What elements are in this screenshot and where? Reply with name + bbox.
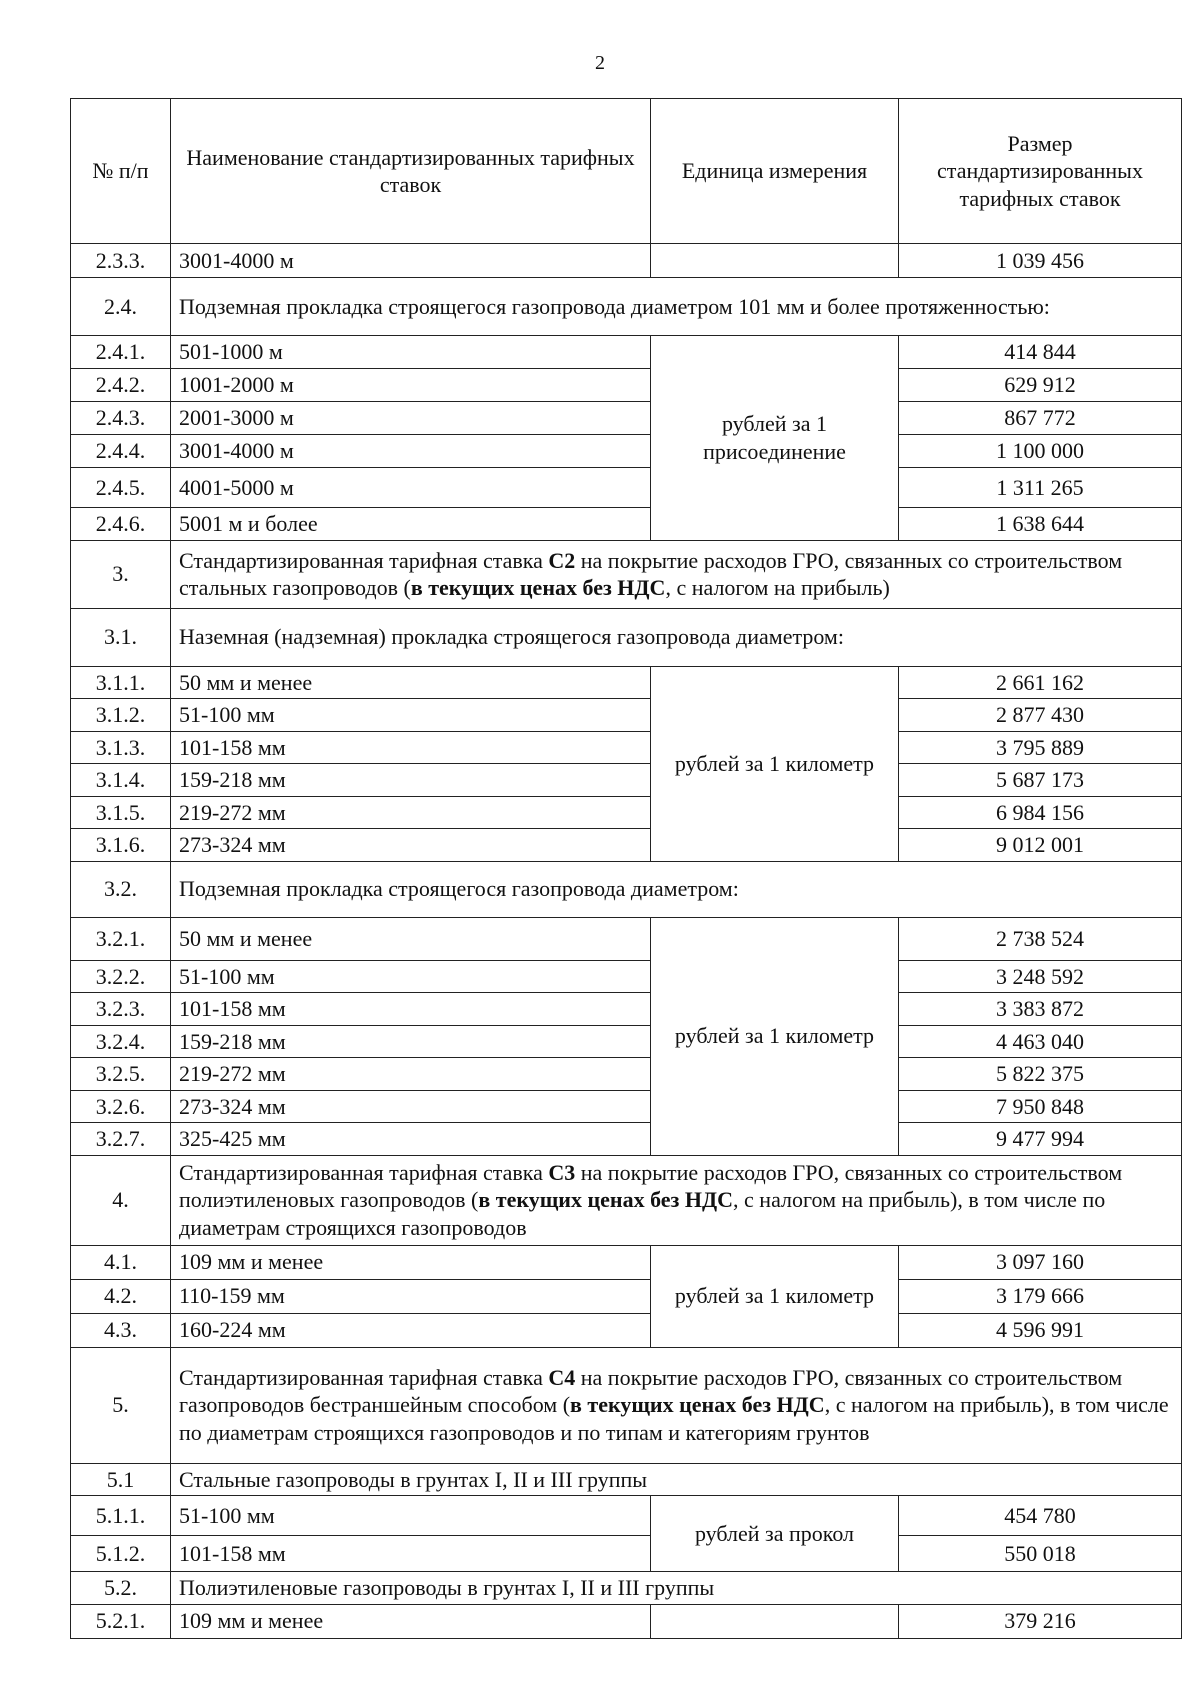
- row-value: 5 687 173: [899, 764, 1182, 797]
- row-name: 3001-4000 м: [171, 435, 651, 468]
- table-row: [71, 917, 1182, 960]
- price-basis: в текущих ценах без НДС: [570, 1392, 825, 1418]
- table-row: [71, 829, 1182, 862]
- row-value: 2 877 430: [899, 699, 1182, 732]
- table-row: [71, 1025, 1182, 1058]
- section-num: 5.2.: [71, 1572, 171, 1605]
- row-name: 109 мм и менее: [171, 1604, 651, 1638]
- section-num: 3.2.: [71, 861, 171, 917]
- row-num: 5.1.2.: [71, 1536, 171, 1572]
- row-name: 219-272 мм: [171, 1058, 651, 1091]
- header-unit: Единица измерения: [651, 99, 899, 244]
- row-name: 101-158 мм: [171, 1536, 651, 1572]
- section-num: 3.1.: [71, 608, 171, 666]
- row-name: 160-224 мм: [171, 1313, 651, 1347]
- row-unit-empty: [651, 244, 899, 278]
- table-row: [71, 731, 1182, 764]
- section-num: 4.: [71, 1155, 171, 1245]
- section-title: Стандартизированная тарифная ставка С3 на покрытие расходов ГРО, связанных со строительством полиэтиленовых газопроводов (в текущих ценах без НДС, с налогом на прибыль), в том числе по диаметрам строящихся газопроводов: [171, 1155, 1182, 1245]
- row-name: 5001 м и более: [171, 508, 651, 541]
- section-title: Стальные газопроводы в грунтах I, II и III группы: [171, 1463, 1182, 1496]
- row-num: 3.2.4.: [71, 1025, 171, 1058]
- row-num: 3.1.1.: [71, 666, 171, 699]
- row-name: 2001-3000 м: [171, 402, 651, 435]
- table-row: [71, 1536, 1182, 1572]
- row-value: 5 822 375: [899, 1058, 1182, 1091]
- section-title: Подземная прокладка строящегося газопровода диаметром 101 мм и более протяженностью:: [171, 278, 1182, 336]
- section-title: Стандартизированная тарифная ставка С4 на покрытие расходов ГРО, связанных со строительством газопроводов бестраншейным способом (в текущих ценах без НДС, с налогом на прибыль), в том числе по диаметрам строящихся газопроводов и по типам и категориям грунтов: [171, 1347, 1182, 1463]
- row-num: 2.4.6.: [71, 508, 171, 541]
- section-num: 2.4.: [71, 278, 171, 336]
- table-row: [71, 1279, 1182, 1313]
- section-num: 5.: [71, 1347, 171, 1463]
- row-num: 3.1.5.: [71, 796, 171, 829]
- row-num: 2.4.1.: [71, 336, 171, 369]
- table-row: [71, 402, 1182, 435]
- row-name: 51-100 мм: [171, 699, 651, 732]
- table-row: [71, 764, 1182, 797]
- table-row: [71, 1496, 1182, 1536]
- row-num: 4.2.: [71, 1279, 171, 1313]
- row-value: 9 477 994: [899, 1123, 1182, 1156]
- rate-code: С3: [548, 1159, 576, 1185]
- section-row: [71, 1347, 1182, 1463]
- row-value: 379 216: [899, 1604, 1182, 1638]
- row-name: 325-425 мм: [171, 1123, 651, 1156]
- row-num: 3.1.3.: [71, 731, 171, 764]
- row-num: 2.4.4.: [71, 435, 171, 468]
- row-name: 3001-4000 м: [171, 244, 651, 278]
- header-name: Наименование стандартизированных тарифных ставок: [171, 99, 651, 244]
- table-row: [71, 1313, 1182, 1347]
- price-basis: в текущих ценах без НДС: [410, 575, 666, 600]
- table-row: [71, 666, 1182, 699]
- section-row: [71, 540, 1182, 608]
- section-row: [71, 1572, 1182, 1605]
- unit-cell: рублей за прокол: [651, 1496, 899, 1572]
- section-title: Полиэтиленовые газопроводы в грунтах I, II и III группы: [171, 1572, 1182, 1605]
- row-value: 2 661 162: [899, 666, 1182, 699]
- row-value: 7 950 848: [899, 1090, 1182, 1123]
- row-name: 273-324 мм: [171, 829, 651, 862]
- row-name: 501-1000 м: [171, 336, 651, 369]
- rate-code: С2: [548, 547, 576, 573]
- section-num: 5.1: [71, 1463, 171, 1496]
- header-size: Размер стандартизированных тарифных ставок: [899, 99, 1182, 244]
- table-row: [71, 1123, 1182, 1156]
- section-row: [71, 861, 1182, 917]
- section-title: Стандартизированная тарифная ставка С2 на покрытие расходов ГРО, связанных со строительством стальных газопроводов (в текущих ценах без НДС, с налогом на прибыль): [171, 540, 1182, 608]
- table-row: [71, 1090, 1182, 1123]
- row-value: 4 463 040: [899, 1025, 1182, 1058]
- row-num: 2.3.3.: [71, 244, 171, 278]
- table-row: [71, 336, 1182, 369]
- row-num: 3.2.6.: [71, 1090, 171, 1123]
- row-value: 1 100 000: [899, 435, 1182, 468]
- row-name: 159-218 мм: [171, 1025, 651, 1058]
- row-num: 3.1.6.: [71, 829, 171, 862]
- row-name: 219-272 мм: [171, 796, 651, 829]
- row-name: 109 мм и менее: [171, 1245, 651, 1279]
- section-row: [71, 1463, 1182, 1496]
- table-row: [71, 508, 1182, 541]
- table-row: [71, 796, 1182, 829]
- row-value: 1 638 644: [899, 508, 1182, 541]
- row-value: 4 596 991: [899, 1313, 1182, 1347]
- row-value: 454 780: [899, 1496, 1182, 1536]
- row-name: 51-100 мм: [171, 960, 651, 993]
- table-row: [71, 1058, 1182, 1091]
- row-value: 414 844: [899, 336, 1182, 369]
- row-unit-empty: [651, 1604, 899, 1638]
- row-value: 2 738 524: [899, 917, 1182, 960]
- table-row: [71, 1245, 1182, 1279]
- row-num: 3.2.5.: [71, 1058, 171, 1091]
- row-num: 5.1.1.: [71, 1496, 171, 1536]
- row-num: 2.4.5.: [71, 468, 171, 508]
- table-header-row: [71, 99, 1182, 244]
- row-num: 3.2.2.: [71, 960, 171, 993]
- row-value: 1 039 456: [899, 244, 1182, 278]
- row-num: 5.2.1.: [71, 1604, 171, 1638]
- row-value: 867 772: [899, 402, 1182, 435]
- row-value: 629 912: [899, 369, 1182, 402]
- section-title: Подземная прокладка строящегося газопровода диаметром:: [171, 861, 1182, 917]
- row-value: 550 018: [899, 1536, 1182, 1572]
- row-num: 3.2.7.: [71, 1123, 171, 1156]
- row-name: 51-100 мм: [171, 1496, 651, 1536]
- row-num: 4.3.: [71, 1313, 171, 1347]
- table-row: [71, 1604, 1182, 1638]
- row-value: 3 383 872: [899, 993, 1182, 1026]
- tariff-table: [70, 98, 1182, 1639]
- row-name: 159-218 мм: [171, 764, 651, 797]
- row-name: 1001-2000 м: [171, 369, 651, 402]
- section-row: [71, 1155, 1182, 1245]
- table-row: [71, 435, 1182, 468]
- row-value: 3 795 889: [899, 731, 1182, 764]
- table-row: [71, 468, 1182, 508]
- rate-code: С4: [548, 1364, 576, 1390]
- row-num: 2.4.2.: [71, 369, 171, 402]
- table-row: [71, 699, 1182, 732]
- row-num: 3.1.4.: [71, 764, 171, 797]
- row-name: 101-158 мм: [171, 731, 651, 764]
- unit-cell: рублей за 1 километр: [651, 1245, 899, 1347]
- row-name: 101-158 мм: [171, 993, 651, 1026]
- row-num: 3.2.3.: [71, 993, 171, 1026]
- header-num: № п/п: [71, 99, 171, 244]
- row-name: 273-324 мм: [171, 1090, 651, 1123]
- page-number: 2: [595, 52, 605, 74]
- table-row: [71, 993, 1182, 1026]
- table-row: [71, 244, 1182, 278]
- row-num: 3.2.1.: [71, 917, 171, 960]
- row-num: 3.1.2.: [71, 699, 171, 732]
- unit-cell: рублей за 1 присоединение: [651, 336, 899, 541]
- row-value: 6 984 156: [899, 796, 1182, 829]
- row-value: 1 311 265: [899, 468, 1182, 508]
- row-value: 3 179 666: [899, 1279, 1182, 1313]
- unit-cell: рублей за 1 километр: [651, 666, 899, 861]
- table-row: [71, 369, 1182, 402]
- row-num: 2.4.3.: [71, 402, 171, 435]
- section-row: [71, 608, 1182, 666]
- price-basis: в текущих ценах без НДС: [478, 1187, 734, 1213]
- section-title: Наземная (надземная) прокладка строящегося газопровода диаметром:: [171, 608, 1182, 666]
- row-name: 50 мм и менее: [171, 917, 651, 960]
- table-row: [71, 960, 1182, 993]
- row-name: 50 мм и менее: [171, 666, 651, 699]
- row-value: 3 248 592: [899, 960, 1182, 993]
- unit-cell: рублей за 1 километр: [651, 917, 899, 1155]
- section-num: 3.: [71, 540, 171, 608]
- row-name: 110-159 мм: [171, 1279, 651, 1313]
- row-value: 3 097 160: [899, 1245, 1182, 1279]
- row-value: 9 012 001: [899, 829, 1182, 862]
- section-row: [71, 278, 1182, 336]
- row-name: 4001-5000 м: [171, 468, 651, 508]
- row-num: 4.1.: [71, 1245, 171, 1279]
